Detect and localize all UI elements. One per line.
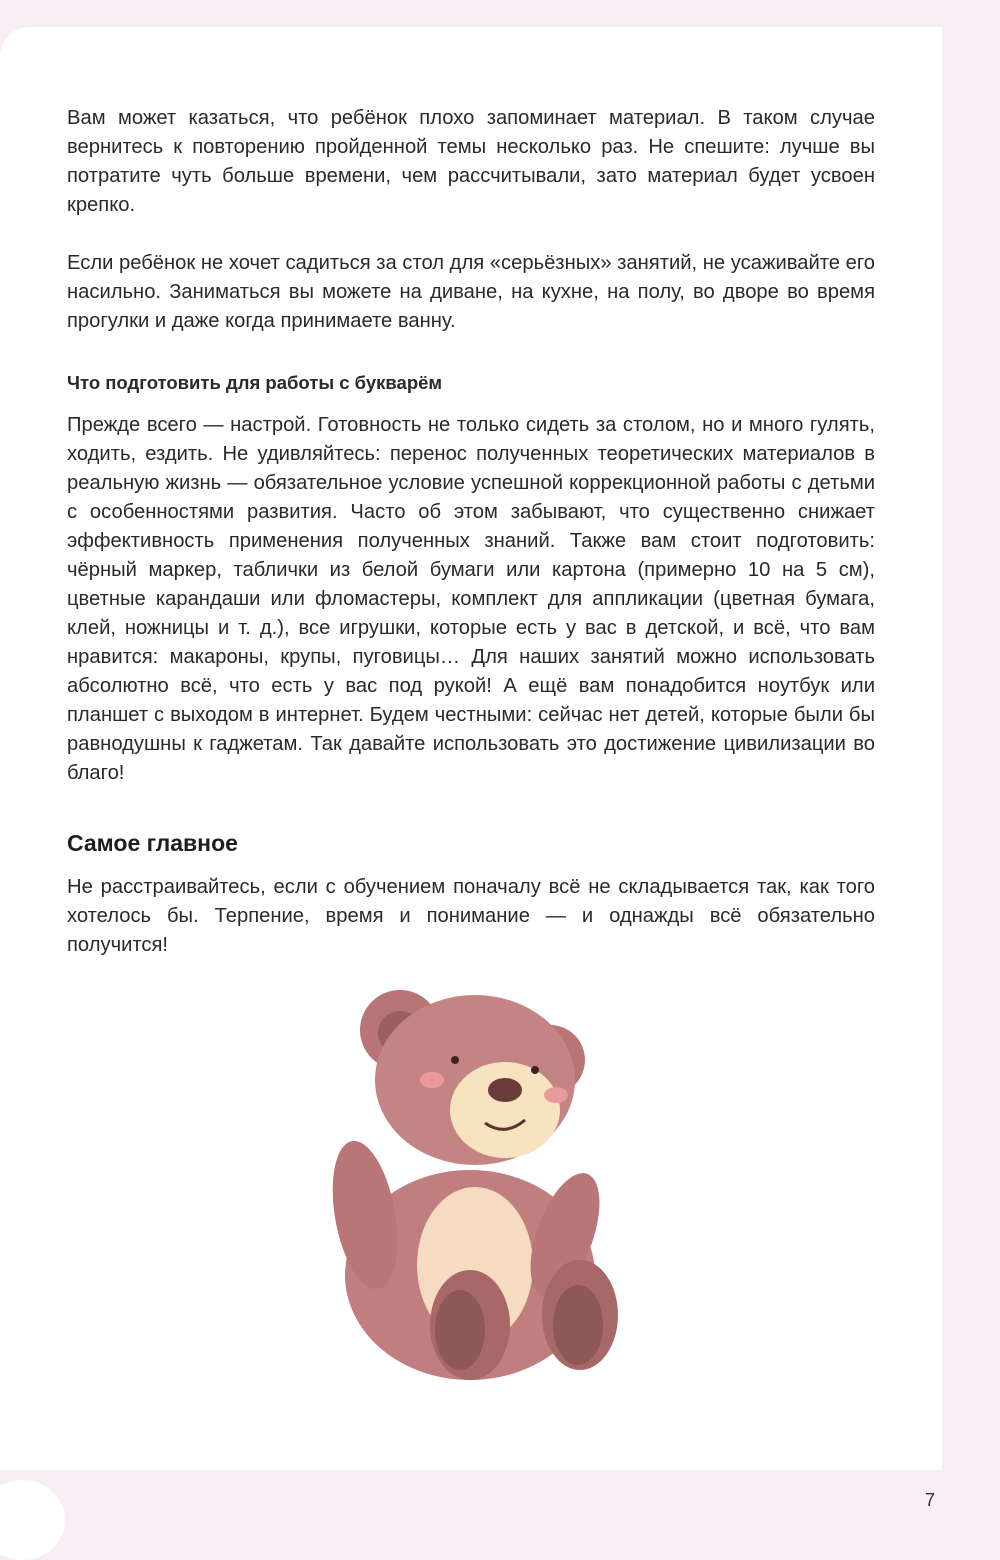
- section-heading: Самое главное: [67, 830, 238, 856]
- paragraph-3: Прежде всего — настрой. Готовность не только сидеть за столом, но и много гулять, ходить, ездить. Не удивляйтесь: перенос полученных теоретических материалов в реальную жизнь — обязательное условие успешной коррекционной работы с детьми с особенностями развития. Часто об этом забывают, что существенно снижает эффективность применения полученных знаний. Также вам стоит подготовить: чёрный маркер, таблички из белой бумаги или картона (примерно 10 на 5 см), цветные карандаши или фломастеры, комплект для аппликации (цветная бумага, клей, ножницы и т. д.), все игрушки, которые есть у вас в детской, и всё, что вам нравится: макароны, крупы, пуговицы… Для наших занятий можно использовать абсолютно всё, что есть у вас под рукой! А ещё вам понадобится ноутбук или планшет с выходом в интернет. Будем честными: сейчас нет детей, которые были бы равнодушны к гаджетам. Так давайте использовать это достижение цивилизации во благо!: [67, 414, 875, 784]
- bear-head: [360, 990, 585, 1165]
- page-corner: [0, 1480, 65, 1560]
- subheading: Что подготовить для работы с букварём: [67, 372, 443, 393]
- paragraph-1: Вам может казаться, что ребёнок плохо запоминает материал. В таком случае вернитесь к повторению пройденной темы несколько раз. Не спешите: лучше вы потратите чуть больше времени, чем рассчитывали, зато материал будет усвоен крепко.: [67, 107, 875, 216]
- teddy-bear-illustration: [310, 985, 630, 1390]
- paragraph-4: Не расстраивайтесь, если с обучением поначалу всё не складывается так, как того хотелось бы. Терпение, время и понимание — и однажды всё обязательно получится!: [67, 876, 875, 956]
- bear-body: [322, 1136, 618, 1380]
- paragraph-2: Если ребёнок не хочет садиться за стол для «серьёзных» занятий, не усаживайте его насильно. Заниматься вы можете на диване, на кухне, на полу, во дворе во время прогулки и даже когда принимаете ванну.: [67, 252, 875, 332]
- page-number: 7: [925, 1490, 936, 1510]
